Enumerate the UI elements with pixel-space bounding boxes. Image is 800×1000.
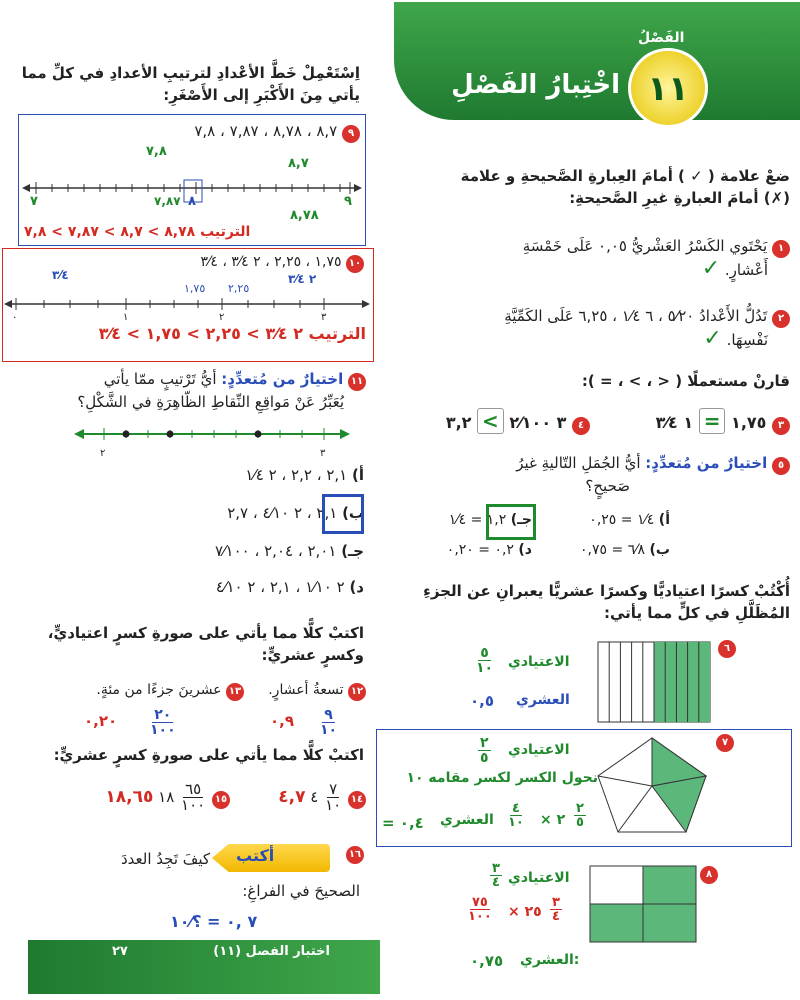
q13-fraction: ٢٠ ١٠٠: [150, 707, 176, 738]
q7-number: ٧: [716, 734, 734, 752]
q5-choice-a: أ) ١⁄٤ = ٠,٢٥: [589, 512, 670, 528]
q8-result-fraction: ٧٥ ١٠٠: [468, 895, 492, 924]
q16-number: ١٦: [346, 846, 364, 864]
q16-text-1: كيفَ تَجِدُ العددَ: [121, 850, 210, 868]
q10-label-2-3-4: ٢ ٣⁄٤: [288, 272, 317, 286]
q9-label-8-7: ٨,٧: [288, 156, 309, 171]
write-instruction-1: اكتبْ كلًّا مما يأتي على صورةِ كسرٍ اعتياديٍّ، وكسرٍ عشريٍّ:: [47, 624, 364, 664]
q16-equation: ٧ ,٠ = ؟⁄١٠: [170, 912, 258, 931]
q7-tenths-fraction: ٤ ١٠: [508, 801, 524, 830]
q8-multiply: × ٢٥: [508, 904, 542, 920]
write-instruction: أُكْتُبْ كسرًا اعتياديًّا وكسرًا عشريًّا يعبرانِ عن الجزءِ المُظَلَّلِ في كلٍّ مما يأتي:: [423, 582, 790, 622]
q7-common-label: الاعتيادي: [508, 742, 570, 758]
q7-convert-note: نحول الكسر لكسر مقامه ١٠: [406, 770, 598, 786]
q9-label-7-87: ٧,٨٧: [154, 194, 181, 208]
question-1: ١ يَحْتَوي الكَسْرُ العَشْريُّ ٠,٠٥ عَلَى خَمْسَةِ أَعْشارٍ. ✓: [420, 235, 790, 281]
q8-number: ٨: [700, 866, 718, 884]
question-2: ٢ تَدُلُّ الأَعْدادُ ٥⁄٢٠ ، ٦ ١⁄٤ ، ٦,٢٥ عَلَى الكَمِّيَّةِ نَفْسِهَا. ✓: [420, 305, 790, 351]
check-mark: ✓: [703, 326, 722, 351]
chapter-banner: [394, 2, 800, 120]
q13-decimal: ٠,٢٠: [84, 712, 118, 730]
tenths-grid: [598, 642, 710, 722]
q7-multiply: × ٢: [540, 812, 566, 828]
choice-b: ب) ٢,١ ، ٢ ٤⁄١٠ ، ٢,٧: [227, 504, 364, 522]
q11-tick-2: ٢: [100, 448, 106, 459]
q10-order: الترتيب ٢ ٣⁄٤ > ٢,٢٥ > ١,٧٥ > ٣⁄٤: [98, 324, 366, 343]
q12-decimal: ٠,٩: [270, 712, 295, 730]
q9-label-7: ٧: [30, 194, 38, 209]
q5-choice-b: ب) ٦⁄٨ = ٠,٧٥: [580, 542, 670, 558]
q9-label-7-8: ٧,٨: [146, 144, 167, 159]
q6-fraction: ٥ ١٠: [476, 645, 494, 676]
q6-number: ٦: [718, 640, 736, 658]
q11-tick-3: ٣: [320, 448, 326, 459]
right-intro: ضعْ علامة ( ✓ ) أمامَ العِبارةِ الصَّحيحةِ و علامة (✗) أمامَ العبارةِ غيرِ الصَّحيحةِ:: [460, 167, 790, 207]
compare-instruction: قارنْ مستعملًا ( < ، > ، = ):: [581, 372, 790, 390]
question-14: ١٤ $\frac{٧}{١٠}$ ٤ ٤,٧: [240, 782, 366, 813]
question-3: ٣ ١,٧٥ = ١ ٣⁄٤: [600, 408, 790, 435]
q8-decimal-label: العشري:: [520, 952, 580, 968]
q6-decimal-label: العشري: [516, 692, 570, 708]
choice-b-highlight: [322, 494, 364, 534]
q5-choice-d: د) ٠,٢ = ٠,٢٠: [446, 542, 532, 558]
chapter-circle: ١١: [628, 48, 708, 128]
footer-page: ٢٧: [112, 944, 128, 959]
question-13: ١٣ عشرينَ جزءًا من مئةٍ.: [68, 682, 244, 701]
q10-label-1-75: ١,٧٥: [184, 282, 206, 295]
q10-number-line: [4, 294, 370, 318]
q8-fraction: ٣ ٤: [492, 861, 500, 890]
q6-decimal: ٠,٥: [470, 692, 495, 710]
question-4: ٤ ٣ ٢⁄١٠٠ > ٣,٢: [420, 408, 590, 435]
q7-fraction: ٢ ٥: [480, 735, 489, 766]
answer-highlight-box: [486, 504, 536, 540]
q10-tick-2: ٢: [219, 312, 225, 323]
q9-order: الترتيب ٨,٧٨ > ٨,٧ > ٧,٨٧ > ٧,٨: [24, 224, 251, 240]
q10-label-2-25: ٢,٢٥: [228, 282, 250, 295]
q7-decimal-label: العشري: [440, 812, 494, 828]
q8-fraction-2: ٣ ٤: [552, 895, 560, 924]
q10-tick-3: ٣: [321, 312, 327, 323]
question-11: ١١ اختيارٌ من مُتعدِّدٍ: أيُّ تَرْتيبٍ ممّا يأتي يُعَبِّرُ عَنْ مَواقِعِ النِّقاطِ الظّاهِرَةِ في الشَّكْلِ؟: [20, 368, 366, 413]
question-15: ١٥ $\frac{٦٥}{١٠٠}$ ١٨ ١٨,٦٥: [34, 782, 230, 813]
chapter-title: اخْتِبارُ الفَصْلِ: [451, 70, 620, 100]
write-label: أكتب: [236, 846, 275, 865]
q9-label-9: ٩: [344, 194, 352, 209]
question-10: ١٠ ١,٧٥ ، ٢,٢٥ ، ٢ ٣⁄٤ ، ٣⁄٤: [96, 254, 364, 273]
footer-title: اختبار الفصل (١١): [213, 944, 330, 959]
q5-choice-c: جـ) ١,٢ = ١⁄٤: [448, 512, 532, 528]
left-intro: اِسْتَعْمِلْ خَطَّ الأعْدادِ لترتيبِ الأعدادِ في كلِّ مما يأتي مِنَ الأَكْبَرِ إلى الأَصْغَرِ:: [21, 64, 360, 104]
q8-decimal: ٠,٧٥: [470, 952, 504, 970]
pentagon-figure: [596, 736, 708, 834]
choice-a: أ) ٢,١ ، ٢,٢ ، ٢ ١⁄٤: [245, 466, 364, 484]
q16-text-2: الصحيحَ في الفراغِ:: [242, 882, 360, 900]
q11-number-line: [74, 424, 350, 448]
question-5: ٥ اختيارٌ من مُتعدِّدٍ: أيُّ الجُمَلِ التّاليةِ غيرُ صَحيحٍ؟: [420, 452, 790, 497]
q10-tick-0: ٠: [12, 312, 18, 323]
q6-common-label: الاعتيادي: [508, 654, 570, 670]
q9-label-8-78: ٨,٧٨: [290, 208, 319, 223]
choice-c: جـ) ٢,٠١ ، ٢,٠٤ ، ٧⁄١٠٠: [215, 542, 364, 560]
q10-label-3-4: ٣⁄٤: [52, 268, 69, 282]
question-12: ١٢ تسعةُ أعشارٍ.: [250, 682, 366, 701]
question-9: ٩ ٨,٧ ، ٨,٧٨ ، ٧,٨٧ ، ٧,٨: [70, 122, 360, 143]
q7-decimal: = ٠,٤: [382, 814, 424, 832]
check-mark: ✓: [701, 256, 721, 281]
q10-tick-1: ١: [123, 312, 129, 323]
q8-common-label: الاعتيادي: [508, 870, 570, 886]
q7-fraction-2: ٢ ٥: [576, 801, 584, 830]
chapter-small-label: الفَصْلُ: [638, 30, 685, 46]
q9-label-8: ٨: [188, 194, 196, 209]
write-instruction-2: اكتبْ كلًّا مما يأتي على صورةِ كسرٍ عشريٍّ:: [53, 746, 364, 764]
q12-fraction: ٩ ١٠: [320, 707, 338, 738]
quarters-square: [590, 866, 696, 942]
choice-d: د) ٢ ١⁄١٠ ، ٢,١ ، ٢ ٤⁄١٠: [215, 578, 364, 596]
